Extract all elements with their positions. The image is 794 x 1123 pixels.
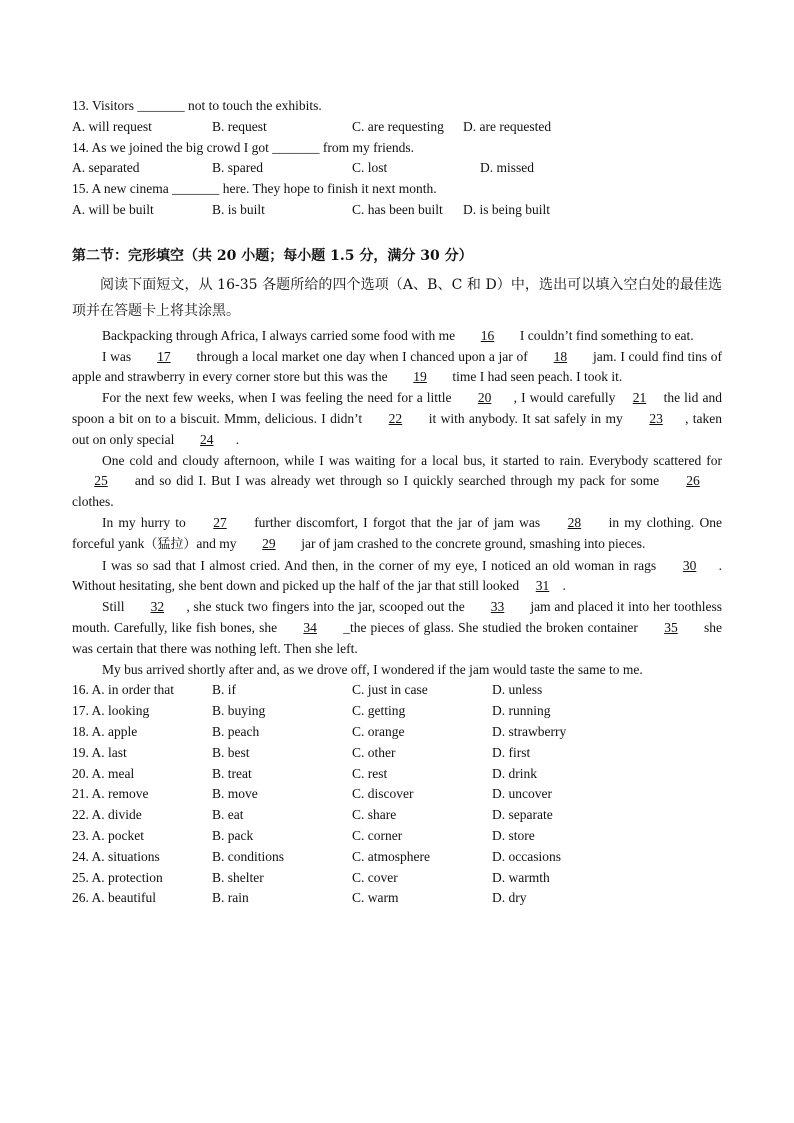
- option-c: C. cover: [352, 869, 398, 885]
- option-b: B. conditions: [212, 848, 285, 864]
- option-d: D. drink: [492, 765, 537, 781]
- option-c: C. rest: [352, 765, 388, 781]
- option-d: D. occasions: [492, 848, 561, 864]
- blank-23: 23: [649, 410, 663, 426]
- option-c: C. corner: [352, 827, 403, 843]
- passage-text: In my hurry to: [102, 514, 191, 530]
- passage-paragraph: [72, 451, 722, 513]
- passage-paragraph: [72, 326, 722, 347]
- option-c: C. lost: [352, 160, 388, 176]
- option-a: 25. A. protection: [72, 869, 163, 885]
- blank-28: 28: [567, 514, 582, 530]
- passage-text: . Without hesitating, she bent down and picked up the half of the jar that still looked: [72, 557, 722, 594]
- cloze-option-row: [72, 680, 722, 701]
- option-d: D. uncover: [492, 786, 552, 802]
- option-a: A. will request: [72, 118, 152, 134]
- option-c: C. warm: [352, 890, 399, 906]
- option-d: D. unless: [492, 682, 543, 698]
- passage-text: jam. I could find tins of apple and strawberry in every corner store but this was the: [72, 348, 722, 385]
- mc-question-15: [72, 179, 722, 221]
- blank-31: 31: [535, 578, 550, 594]
- cloze-option-row: [72, 743, 722, 764]
- blank-32: 32: [150, 599, 165, 615]
- option-b: B. spared: [212, 160, 263, 176]
- question-stem: 15. A new cinema _______ here. They hope to finish it next month.: [72, 181, 437, 197]
- cloze-option-row: [72, 784, 722, 805]
- question-options: [72, 117, 722, 138]
- option-c: C. getting: [352, 703, 406, 719]
- passage-text: she was certain that there was nothing left. Then she left.: [72, 619, 723, 656]
- option-b: B. buying: [212, 703, 266, 719]
- option-a: A. separated: [72, 160, 140, 176]
- passage-text: .: [562, 578, 566, 594]
- passage-text: I couldn’t find something to eat.: [516, 327, 694, 343]
- passage-paragraph: [72, 597, 722, 659]
- passage-text: For the next few weeks, when I was feeling the need for a little: [102, 390, 456, 406]
- passage-text: through a local market one day when I chanced upon a jar of: [192, 348, 532, 364]
- option-c: C. discover: [352, 786, 414, 802]
- option-a: 24. A. situations: [72, 848, 160, 864]
- option-b: B. is built: [212, 201, 265, 217]
- exam-page: [72, 96, 722, 909]
- option-d: D. running: [492, 703, 551, 719]
- cloze-option-row: [72, 805, 722, 826]
- blank-26: 26: [686, 473, 700, 489]
- passage-text: jar of jam crashed to the concrete ground, smashing into pieces.: [297, 535, 646, 551]
- option-d: D. store: [492, 827, 535, 843]
- blank-20: 20: [477, 390, 492, 406]
- option-d: D. first: [492, 744, 531, 760]
- passage-text: jam and placed it into her toothless mouth. Carefully, like fish bones, she: [72, 599, 723, 635]
- passage-text: , taken out on only special: [72, 410, 722, 447]
- option-b: B. treat: [212, 765, 252, 781]
- option-b: B. shelter: [212, 869, 264, 885]
- chinese-gloss: （猛拉）: [144, 536, 197, 552]
- passage-text: further discomfort, I forgot that the jar of jam was: [249, 514, 546, 530]
- passage-text: clothes.: [72, 494, 114, 510]
- passage-text: Backpacking through Africa, I always carried some food with me: [102, 327, 459, 343]
- blank-17: 17: [157, 348, 171, 364]
- option-d: D. dry: [492, 890, 527, 906]
- option-d: D. separate: [492, 807, 553, 823]
- cloze-options: [72, 680, 722, 909]
- blank-21: 21: [632, 390, 647, 406]
- blank-27: 27: [213, 514, 227, 530]
- blank-19: 19: [413, 369, 427, 385]
- passage-paragraph: [72, 388, 722, 450]
- option-b: B. request: [212, 118, 267, 134]
- option-d: D. are requested: [463, 118, 552, 134]
- option-b: B. rain: [212, 890, 249, 906]
- blank-33: 33: [490, 599, 505, 615]
- option-a: 19. A. last: [72, 744, 127, 760]
- section-title: 第二节：完形填空（共 20 小题；每小题 1.5 分，满分 30 分）: [72, 247, 473, 264]
- option-d: D. strawberry: [492, 723, 567, 739]
- cloze-option-row: [72, 722, 722, 743]
- mc-question-14: [72, 138, 722, 180]
- passage-paragraph: [72, 660, 722, 681]
- blank-22: 22: [388, 410, 403, 426]
- blank-25: 25: [94, 473, 108, 489]
- passage-text: I was: [102, 348, 135, 364]
- question-stem: 14. As we joined the big crowd I got _______ from my friends.: [72, 139, 414, 155]
- cloze-option-row: [72, 826, 722, 847]
- option-b: B. best: [212, 744, 250, 760]
- option-a: 23. A. pocket: [72, 827, 144, 843]
- passage-text: My bus arrived shortly after and, as we drove off, I wondered if the jam would taste the same to me.: [102, 661, 643, 677]
- passage-text: One cold and cloudy afternoon, while I was waiting for a local bus, it started to rain. Everybody scattered for: [102, 452, 722, 468]
- passage-paragraph: [72, 347, 722, 389]
- option-d: D. warmth: [492, 869, 550, 885]
- passage-text: I was so sad that I almost cried. And then, in the corner of my eye, I noticed an old woman in rags: [102, 557, 661, 573]
- option-a: 20. A. meal: [72, 765, 135, 781]
- question-options: [72, 158, 722, 179]
- question-stem: 13. Visitors _______ not to touch the exhibits.: [72, 98, 322, 113]
- blank-24: 24: [199, 431, 214, 447]
- option-a: 16. A. in order that: [72, 682, 174, 698]
- option-c: C. atmosphere: [352, 848, 430, 864]
- mc-question-13: [72, 96, 722, 138]
- passage-text: , she stuck two fingers into the jar, scooped out the: [186, 599, 469, 615]
- blank-34: 34: [303, 619, 317, 635]
- passage-text: and my: [196, 535, 240, 551]
- option-d: D. is being built: [463, 201, 550, 217]
- cloze-passage: [72, 326, 722, 681]
- option-c: C. has been built: [352, 201, 443, 217]
- option-b: B. eat: [212, 807, 244, 823]
- passage-text: the lid and spoon a bit on to a biscuit. Mmm, delicious. I didn’t: [72, 390, 722, 426]
- option-a: 18. A. apple: [72, 723, 138, 739]
- option-c: C. orange: [352, 723, 405, 739]
- blank-30: 30: [682, 557, 697, 573]
- option-a: 22. A. divide: [72, 807, 142, 823]
- passage-text: it with anybody. It sat safely in my: [424, 410, 628, 426]
- blank-18: 18: [553, 348, 568, 364]
- passage-text: Still: [102, 599, 129, 615]
- passage-text: , I would carefully: [513, 390, 620, 406]
- option-a: A. will be built: [72, 201, 154, 217]
- passage-text: _the pieces of glass. She studied the broken container: [339, 619, 642, 635]
- cloze-option-row: [72, 868, 722, 889]
- blank-16: 16: [480, 327, 495, 343]
- passage-paragraph: [72, 513, 722, 556]
- option-b: B. peach: [212, 723, 260, 739]
- cloze-option-row: [72, 701, 722, 722]
- passage-text: .: [235, 431, 240, 447]
- section-instruction: 阅读下面短文，从 16-35 各题所给的四个选项（A、B、C 和 D）中，选出可以填入空白处的最佳选项并在答题卡上将其涂黑。: [72, 276, 722, 319]
- option-a: 17. A. looking: [72, 703, 150, 719]
- option-c: C. just in case: [352, 682, 428, 698]
- option-c: C. are requesting: [352, 118, 444, 134]
- option-d: D. missed: [480, 160, 534, 176]
- option-a: 26. A. beautiful: [72, 890, 156, 906]
- passage-text: time I had seen peach. I took it.: [449, 369, 623, 385]
- option-b: B. if: [212, 682, 237, 698]
- passage-paragraph: [72, 556, 722, 598]
- option-b: B. pack: [212, 827, 254, 843]
- question-options: [72, 200, 722, 221]
- option-c: C. share: [352, 807, 397, 823]
- cloze-option-row: [72, 847, 722, 868]
- cloze-option-row: [72, 764, 722, 785]
- cloze-option-row: [72, 888, 722, 909]
- passage-text: and so did I. But I was already wet through so I quickly searched through my pack for some: [130, 473, 664, 489]
- blank-29: 29: [262, 535, 276, 551]
- option-a: 21. A. remove: [72, 786, 149, 802]
- passage-text: in my clothing. One forceful yank: [72, 514, 722, 551]
- blank-35: 35: [664, 619, 678, 635]
- option-b: B. move: [212, 786, 258, 802]
- option-c: C. other: [352, 744, 396, 760]
